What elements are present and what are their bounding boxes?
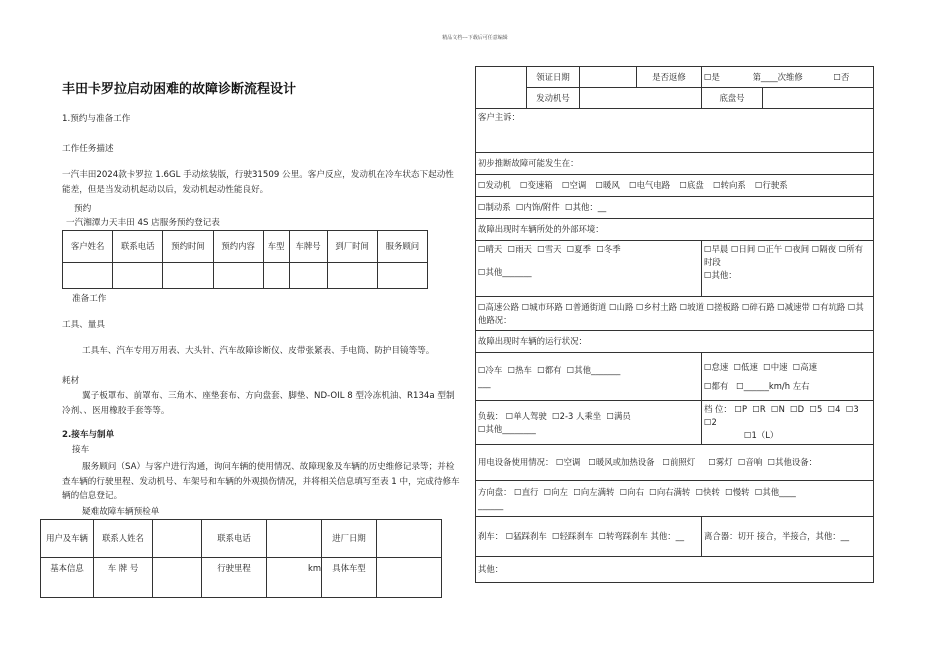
- checkbox-steer-other[interactable]: ☐ 其他____: [755, 487, 796, 497]
- checkbox-gear-5[interactable]: ☐ 5: [809, 404, 822, 414]
- checkbox-load-other[interactable]: ☐ 其他________: [478, 424, 536, 434]
- precheck-unit: km: [267, 558, 322, 598]
- header-cell: 服务顾问: [377, 231, 427, 263]
- checkbox-slow-turn[interactable]: ☐ 慢转: [725, 487, 749, 497]
- checkbox-rain[interactable]: ☐ 雨天: [508, 244, 532, 254]
- checkbox-ring-road[interactable]: ☐ 城市环路: [522, 302, 563, 312]
- run-blank: ___: [478, 377, 491, 388]
- checkbox-speed-value[interactable]: ☐ ______km/h 左右: [736, 381, 809, 391]
- prep-label: 准备工作: [72, 294, 107, 304]
- run-heading: 故障出现时车辆的运行状况：: [478, 336, 587, 346]
- appointment-table-caption: 一汽湘潭力天丰田 4S 店服务预约登记表: [66, 218, 220, 228]
- checkbox-noon[interactable]: ☐ 正午: [758, 244, 782, 254]
- empty-cell[interactable]: [580, 67, 637, 88]
- initial-label: 初步推断故障可能发生在：: [478, 158, 579, 168]
- precheck-cell: 用户及车辆: [41, 520, 94, 558]
- checkbox-no[interactable]: ☐ 否: [833, 72, 849, 82]
- checkbox-elec-other[interactable]: ☐ 其他设备：: [768, 457, 817, 467]
- checkbox-all-speed[interactable]: ☐ 都有: [704, 381, 728, 391]
- checkbox-cold[interactable]: ☐ 冷车: [478, 365, 502, 375]
- complaint-label: 客户主诉：: [478, 112, 520, 122]
- header-cell: 到厂时间: [327, 231, 377, 263]
- gear-label: 档 位：: [704, 404, 732, 414]
- checkbox-high-speed[interactable]: ☐ 高速: [793, 362, 817, 372]
- initial-cell: [476, 153, 874, 175]
- precheck-cell: 具体车型: [322, 558, 377, 598]
- appointment-empty-row: [63, 263, 428, 289]
- checkbox-alltime[interactable]: ☐ 所有时段: [704, 244, 863, 267]
- label-cell: 领证日期: [527, 67, 580, 88]
- precheck-cell: 行驶里程: [202, 558, 267, 598]
- weather-cell: [476, 241, 702, 297]
- row-initial: [476, 153, 874, 175]
- complaint-cell[interactable]: [476, 109, 874, 153]
- checkbox-right-full[interactable]: ☐ 向右满转: [649, 487, 690, 497]
- row-engine: [476, 88, 874, 109]
- row-env-heading: [476, 219, 874, 241]
- checkbox-other[interactable]: ☐ 其他：__: [565, 202, 606, 212]
- precheck-cell: 联系电话: [202, 520, 267, 558]
- env-heading-cell: [476, 219, 874, 241]
- empty-cell[interactable]: [327, 263, 377, 289]
- return-options: [702, 67, 874, 88]
- other-label: 其他：: [478, 564, 504, 574]
- gear-cell: [702, 401, 874, 445]
- checkbox-idle[interactable]: ☐ 怠速: [704, 362, 728, 372]
- run-right-cell: [702, 353, 874, 401]
- time-cell: [702, 241, 874, 297]
- checkbox-right[interactable]: ☐ 向右: [620, 487, 644, 497]
- task-description: 一汽丰田2024款卡罗拉 1.6GL 手动炫装版，行驶31509 公里。客户反应，发动机在冷车状态下起动性能差，但是当发动机起动以后，发动机起动性能良好。: [62, 170, 454, 195]
- precheck-cell: 车 牌 号: [94, 558, 153, 598]
- empty-cell[interactable]: [113, 263, 163, 289]
- empty-cell[interactable]: [163, 263, 213, 289]
- checkbox-weather-other[interactable]: ☐ 其他_______: [478, 267, 532, 277]
- precheck-row-2: [41, 558, 442, 598]
- checkbox-light-brake[interactable]: ☐ 轻踩刹车: [552, 531, 593, 541]
- empty-cell[interactable]: [153, 558, 202, 598]
- tools-text: 工具车、汽车专用万用表、大头针、汽车故障诊断仪、皮带张紧表、手电筒、防护目镜等等。: [82, 346, 435, 356]
- page-header: 精品文档---下载后可任意编辑: [442, 35, 508, 41]
- run-left-cell: [476, 353, 702, 401]
- row-roads: [476, 297, 874, 331]
- empty-cell[interactable]: [289, 263, 327, 289]
- inspection-table: [475, 66, 874, 583]
- checkbox-elec-heater[interactable]: ☐ 暖风或加热设备: [588, 457, 654, 467]
- section1-heading: 1.预约与准备工作: [62, 114, 131, 124]
- checkbox-night[interactable]: ☐ 夜间: [785, 244, 809, 254]
- row-env: [476, 241, 874, 297]
- inspection-form: [475, 66, 874, 583]
- checkbox-electric[interactable]: ☐ 电气电路: [629, 180, 670, 190]
- checkbox-gear-1[interactable]: ☐ 1（L）: [744, 430, 778, 440]
- header-cell: 客户姓名: [63, 231, 113, 263]
- precheck-cell: 进厂日期: [322, 520, 377, 558]
- checkbox-chassis[interactable]: ☐ 底盘: [679, 180, 703, 190]
- checkbox-turn-brake[interactable]: ☐ 转弯踩刹车: [598, 531, 647, 541]
- reception-label: 接车: [72, 445, 90, 455]
- roads-cell: [476, 297, 874, 331]
- row-load: [476, 401, 874, 445]
- checkbox-full[interactable]: ☐ 满员: [606, 411, 630, 421]
- row-electric: [476, 445, 874, 481]
- header-cell: 联系电话: [113, 231, 163, 263]
- checkbox-highway[interactable]: ☐ 高速公路: [478, 302, 519, 312]
- reception-text: 服务顾问（SA）与客户进行沟通，询问车辆的使用情况、故障现象及车辆的历史维修记录等；并检查车辆的行驶里程、发动机号、车架号和车辆的外观损伤情况，并将相关信息填写至表 1 中，完成待修车辆的信息登记。: [62, 462, 460, 501]
- checkbox-single[interactable]: ☐ 单人驾驶: [506, 411, 547, 421]
- checkbox-both[interactable]: ☐ 都有: [537, 365, 561, 375]
- empty-cell[interactable]: [267, 520, 322, 558]
- checkbox-straight[interactable]: ☐ 直行: [514, 487, 538, 497]
- checkbox-two-three[interactable]: ☐ 2-3 人乘坐: [552, 411, 601, 421]
- row-systems-1: [476, 175, 874, 197]
- label-cell: 是否返修: [637, 67, 702, 88]
- row-license: [476, 67, 874, 88]
- brake-cell: [476, 517, 702, 557]
- steer-label: 方向盘：: [478, 486, 512, 497]
- load-cell: [476, 401, 702, 445]
- checkbox-interior[interactable]: ☐ 内饰/附件: [516, 202, 560, 212]
- precheck-table: [40, 519, 442, 598]
- consumables-heading: 耗材: [62, 376, 80, 386]
- empty-cell[interactable]: [377, 558, 442, 598]
- label-cell: 底盘号: [702, 88, 763, 109]
- header-cell: 预约内容: [213, 231, 263, 263]
- checkbox-mountain[interactable]: ☐ 山路: [609, 302, 633, 312]
- checkbox-low-speed[interactable]: ☐ 低速: [734, 362, 758, 372]
- empty-cell[interactable]: [763, 88, 874, 109]
- checkbox-time-other[interactable]: ☐ 其他：: [704, 270, 737, 280]
- checkbox-gravel[interactable]: ☐ 碎石路: [742, 302, 775, 312]
- checkbox-fast-turn[interactable]: ☐ 快转: [696, 487, 720, 497]
- checkbox-gear-4[interactable]: ☐ 4: [828, 404, 841, 414]
- checkbox-street[interactable]: ☐ 普通街道: [565, 302, 606, 312]
- tools-heading: 工具、量具: [62, 320, 105, 330]
- checkbox-gear-2[interactable]: ☐ 2: [704, 417, 717, 427]
- header-cell: 预约时间: [163, 231, 213, 263]
- checkbox-left[interactable]: ☐ 向左: [544, 487, 568, 497]
- checkbox-gear-n[interactable]: ☐ N: [771, 404, 785, 414]
- empty-cell: [476, 67, 527, 88]
- section2-heading: 2.接车与制单: [62, 430, 115, 440]
- checkbox-left-full[interactable]: ☐ 向左满转: [573, 487, 614, 497]
- checkbox-ac[interactable]: ☐ 空调: [562, 180, 586, 190]
- checkbox-elec-ac[interactable]: ☐ 空调: [556, 457, 580, 467]
- checkbox-gear-r[interactable]: ☐ R: [752, 404, 765, 414]
- repair-count: 第____次维修: [752, 71, 803, 82]
- checkbox-overnight[interactable]: ☐ 隔夜: [812, 244, 836, 254]
- checkbox-steering[interactable]: ☐ 转向系: [713, 180, 746, 190]
- row-run: [476, 353, 874, 401]
- checkbox-sunny[interactable]: ☐ 晴天: [478, 244, 502, 254]
- appointment-table: [62, 230, 428, 289]
- checkbox-elec-audio[interactable]: ☐ 音响: [738, 457, 762, 467]
- row-steer: [476, 481, 874, 517]
- checkbox-engine[interactable]: ☐ 发动机: [478, 180, 511, 190]
- row-brake: [476, 517, 874, 557]
- checkbox-yes[interactable]: ☐ 是: [704, 72, 720, 82]
- precheck-row-1: [41, 520, 442, 558]
- checkbox-brake[interactable]: ☐ 制动系: [478, 202, 511, 212]
- empty-cell[interactable]: [263, 263, 289, 289]
- checkbox-run-other[interactable]: ☐ 其他_______: [567, 365, 621, 375]
- brake-label: 刹车：: [478, 531, 504, 541]
- checkbox-slope[interactable]: ☐ 坡道: [680, 302, 704, 312]
- header-cell: 车型: [263, 231, 289, 263]
- run-heading-cell: [476, 331, 874, 353]
- row-systems-2: [476, 197, 874, 219]
- checkbox-pothole[interactable]: ☐ 有坑路: [813, 302, 846, 312]
- page-title: 丰田卡罗拉启动困难的故障诊断流程设计: [62, 82, 297, 97]
- electric-label: 用电设备使用情况：: [478, 457, 554, 467]
- empty-cell: [476, 88, 527, 109]
- row-run-heading: [476, 331, 874, 353]
- appointment-label: 预约: [74, 204, 92, 214]
- systems-cell: [476, 197, 874, 219]
- checkbox-mid-speed[interactable]: ☐ 中速: [763, 362, 787, 372]
- checkbox-gearbox[interactable]: ☐ 变速箱: [520, 180, 553, 190]
- precheck-cell: 联系人姓名: [94, 520, 153, 558]
- checkbox-dirt[interactable]: ☐ 乡村土路: [636, 302, 677, 312]
- empty-cell[interactable]: [153, 520, 202, 558]
- env-heading: 故障出现时车辆所处的外部环境：: [478, 224, 604, 234]
- checkbox-snow[interactable]: ☐ 雪天: [537, 244, 561, 254]
- checkbox-washboard[interactable]: ☐ 搓板路: [707, 302, 740, 312]
- checkbox-heater[interactable]: ☐ 暖风: [596, 180, 620, 190]
- row-other: [476, 557, 874, 583]
- appointment-header-row: [63, 231, 428, 263]
- checkbox-elec-fog[interactable]: ☐ 雾灯: [708, 457, 732, 467]
- clutch-cell: [702, 517, 874, 557]
- checkbox-running[interactable]: ☐ 行驶系: [755, 180, 788, 190]
- checkbox-gear-p[interactable]: ☐ P: [734, 404, 747, 414]
- brake-other: 其他：__: [650, 531, 685, 541]
- checkbox-hot[interactable]: ☐ 热车: [508, 365, 532, 375]
- checkbox-elec-headlight[interactable]: ☐ 前照灯: [662, 457, 695, 467]
- checkbox-daytime[interactable]: ☐ 日间: [731, 244, 755, 254]
- empty-cell[interactable]: [213, 263, 263, 289]
- empty-cell[interactable]: [580, 88, 702, 109]
- label-cell: 发动机号: [527, 88, 580, 109]
- row-complaint: [476, 109, 874, 153]
- consumables-text: 翼子板罩布、前罩布、三角木、座垫套布、方向盘套、脚垫、ND-OIL 8 型冷冻机油、R134a 型制冷剂、、医用橡胶手套等等。: [62, 391, 455, 416]
- systems-cell: [476, 175, 874, 197]
- checkbox-road-other[interactable]: ☐ 其他路况：: [478, 302, 864, 325]
- empty-cell[interactable]: [63, 263, 113, 289]
- steer-cell: [476, 481, 874, 517]
- header-cell: 车牌号: [289, 231, 327, 263]
- checkbox-speedbump[interactable]: ☐ 减速带: [777, 302, 810, 312]
- checkbox-winter[interactable]: ☐ 冬季: [596, 244, 620, 254]
- checkbox-hard-brake[interactable]: ☐ 猛踩刹车: [506, 531, 547, 541]
- checkbox-gear-3[interactable]: ☐ 3: [846, 404, 859, 414]
- load-label: 负载：: [478, 410, 504, 421]
- other-cell[interactable]: [476, 557, 874, 583]
- empty-cell[interactable]: [377, 263, 427, 289]
- checkbox-gear-d[interactable]: ☐ D: [790, 404, 804, 414]
- checkbox-summer[interactable]: ☐ 夏季: [567, 244, 591, 254]
- checkbox-morning[interactable]: ☐ 早晨: [704, 244, 728, 254]
- precheck-cell: 基本信息: [41, 558, 94, 598]
- steer-blank: ______: [478, 499, 504, 510]
- task-label: 工作任务描述: [62, 144, 114, 154]
- electric-cell: [476, 445, 874, 481]
- clutch-text: 离合器：切开 接合，半接合，其他：__: [704, 531, 850, 541]
- empty-cell[interactable]: [377, 520, 442, 558]
- precheck-caption: 疑难故障车辆预检单: [82, 507, 160, 517]
